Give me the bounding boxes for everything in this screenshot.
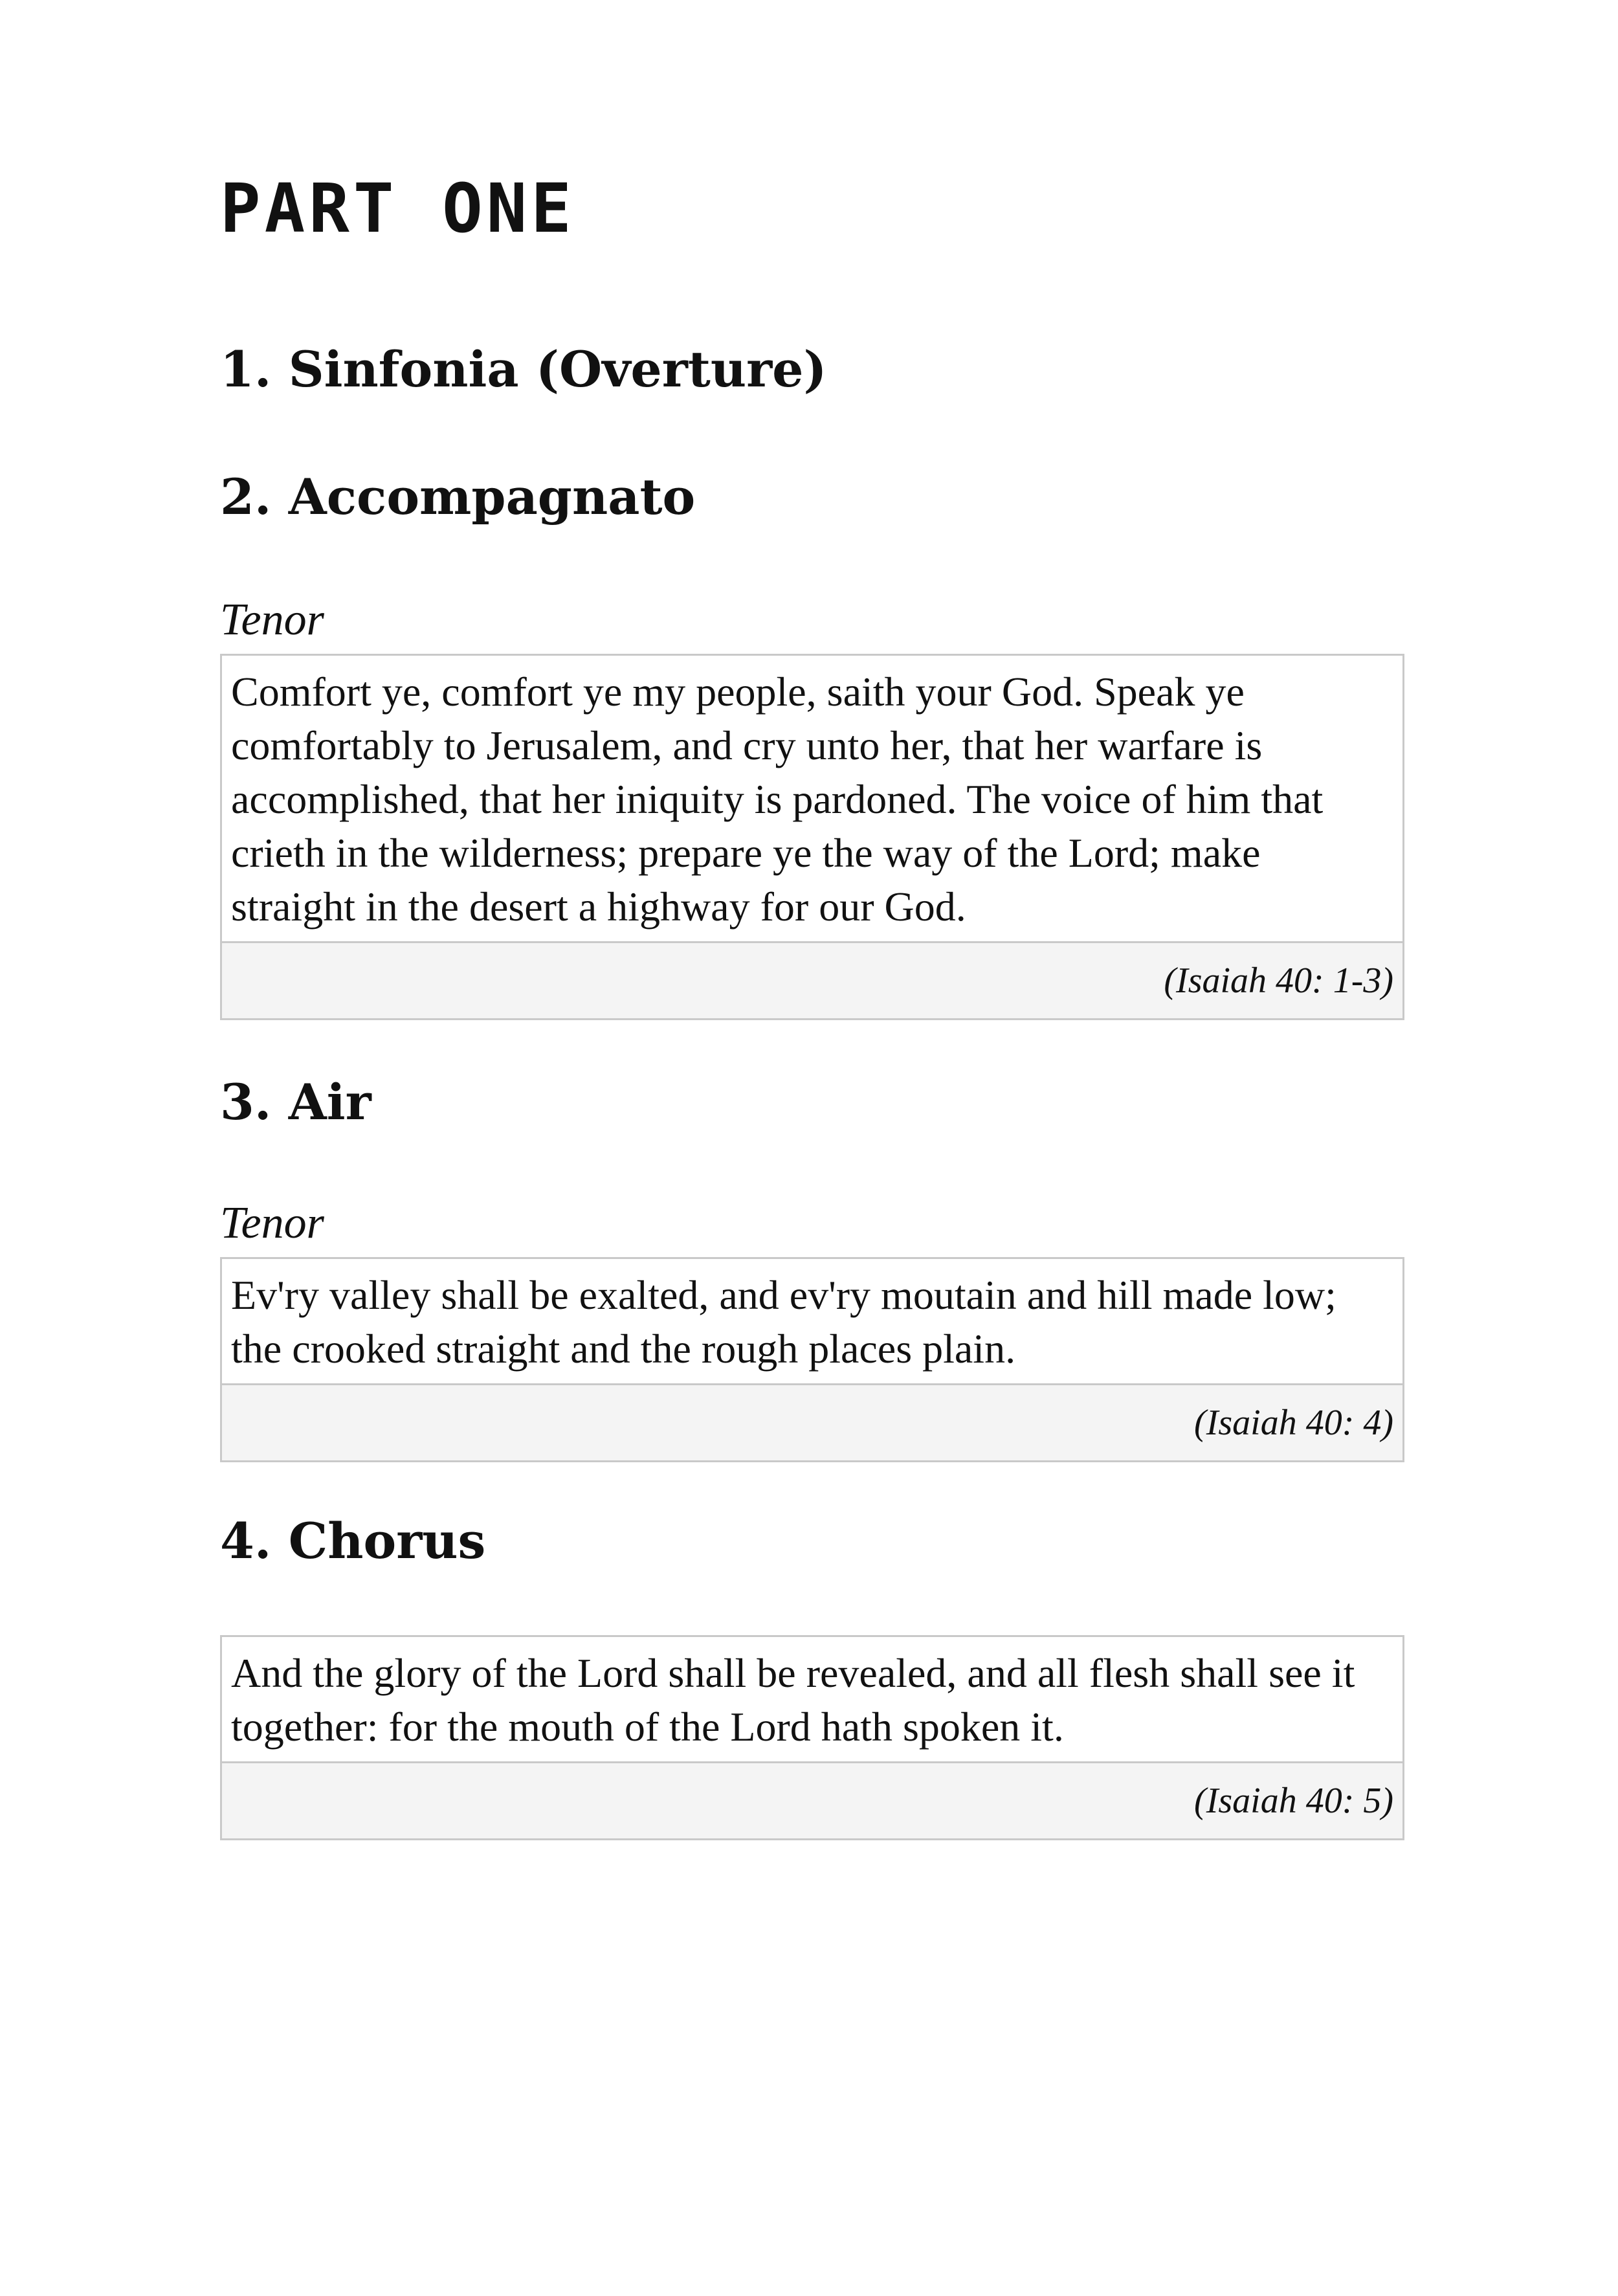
scripture-reference-air: (Isaiah 40: 4) (222, 1385, 1402, 1460)
scripture-reference-accompagnato: (Isaiah 40: 1-3) (222, 943, 1402, 1018)
lyric-text-accompagnato: Comfort ye, comfort ye my people, saith your God. Speak ye comfortably to Jerusalem, and cry unto her, that her warfare is accomplished, that her iniquity is pardoned. The voice of him that crieth in the wilderness; prepare ye the way of the Lord; make straight in the desert a highway for our God. (222, 656, 1402, 943)
movement-title-chorus: 4. Chorus (220, 1512, 486, 1570)
lyric-box-accompagnato (220, 654, 1404, 1020)
movement-title-accompagnato: 2. Accompagnato (220, 468, 696, 526)
lyric-box-chorus (220, 1635, 1404, 1840)
movement-title-air: 3. Air (220, 1073, 371, 1131)
lyric-text-chorus: And the glory of the Lord shall be revealed, and all flesh shall see it together: for the mouth of the Lord hath spoken it. (222, 1637, 1402, 1763)
voice-label-air: Tenor (220, 1198, 324, 1248)
scripture-reference-chorus: (Isaiah 40: 5) (222, 1763, 1402, 1838)
movement-title-sinfonia: 1. Sinfonia (Overture) (220, 340, 827, 398)
lyric-box-air (220, 1257, 1404, 1462)
part-title: PART ONE (220, 169, 575, 248)
lyric-text-air: Ev'ry valley shall be exalted, and ev'ry moutain and hill made low; the crooked straight and the rough places plain. (222, 1259, 1402, 1385)
voice-label-accompagnato: Tenor (220, 595, 324, 645)
